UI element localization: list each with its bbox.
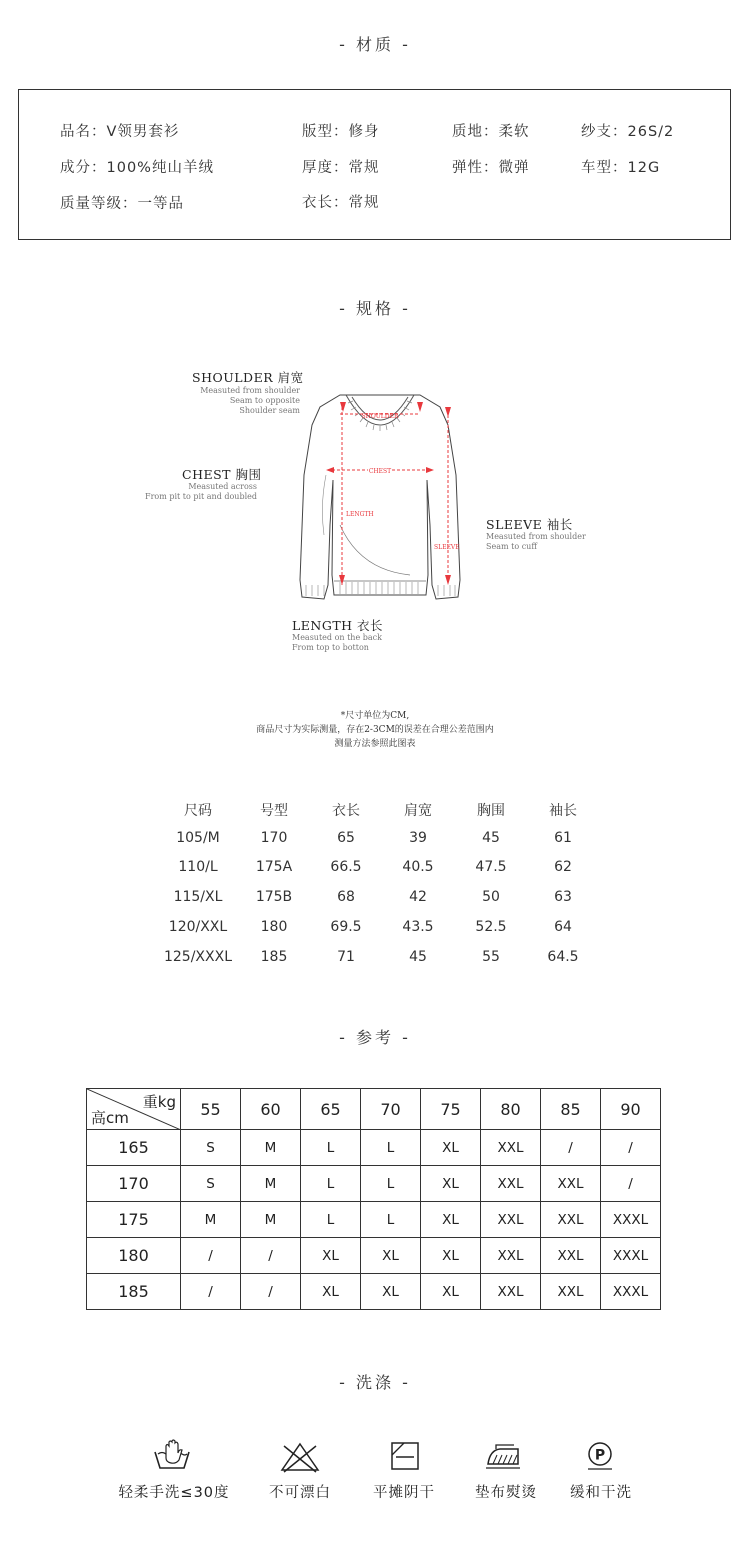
- height-row-header: 185: [87, 1274, 181, 1310]
- diagram-inner-chest-label: CHEST: [368, 468, 392, 475]
- size-table-cell: 64: [554, 919, 572, 935]
- reference-size-cell: XXL: [541, 1238, 601, 1274]
- reference-size-cell: L: [301, 1202, 361, 1238]
- diagram-inner-sleeve-label: SLEEVE: [434, 544, 460, 551]
- reference-size-cell: /: [601, 1166, 661, 1202]
- reference-size-cell: M: [181, 1202, 241, 1238]
- reference-size-cell: XXL: [541, 1166, 601, 1202]
- material-length: 衣长：常规: [302, 195, 380, 211]
- height-axis-label: 高cm: [91, 1109, 129, 1127]
- size-table-cell: 105/M: [176, 830, 220, 846]
- reference-size-cell: XXL: [481, 1274, 541, 1310]
- svg-text:P: P: [594, 1447, 606, 1464]
- size-table-cell: 125/XXXL: [163, 949, 232, 965]
- reference-size-cell: M: [241, 1202, 301, 1238]
- reference-size-cell: XXL: [481, 1166, 541, 1202]
- dry-clean-p-icon: [580, 1440, 620, 1474]
- material-elasticity: 弹性：微弹: [452, 160, 530, 176]
- reference-size-cell: /: [181, 1238, 241, 1274]
- size-table-cell: 175A: [255, 859, 293, 875]
- size-table-cell: 71: [337, 949, 355, 965]
- reference-size-cell: M: [241, 1130, 301, 1166]
- shoulder-callout-desc-1: Measuted from shoulder: [200, 386, 300, 395]
- size-table-cell: 42: [409, 889, 427, 905]
- reference-size-cell: M: [241, 1166, 301, 1202]
- spec-section-title: - 规格 -: [339, 299, 411, 318]
- sweater-diagram: [290, 385, 470, 610]
- weight-header-cell: 60: [241, 1089, 301, 1130]
- reference-size-cell: XL: [361, 1274, 421, 1310]
- diagram-inner-shoulder-label: SHOULDER: [361, 413, 399, 420]
- material-section-title: - 材质 -: [339, 35, 411, 54]
- height-row-header: 180: [87, 1238, 181, 1274]
- care-label-no-bleach: 不可漂白: [269, 1485, 331, 1501]
- reference-size-cell: L: [361, 1202, 421, 1238]
- reference-row: [87, 1238, 661, 1274]
- size-table-header: 尺码: [184, 803, 212, 819]
- reference-size-cell: XXL: [481, 1130, 541, 1166]
- care-label-hand-wash: 轻柔手洗≤30度: [118, 1485, 230, 1501]
- size-note-line-3: 测量方法参照此图表: [334, 739, 416, 749]
- size-table-cell: 65: [337, 830, 355, 846]
- reference-size-cell: /: [181, 1274, 241, 1310]
- size-table-cell: 62: [554, 859, 572, 875]
- height-row-header: 175: [87, 1202, 181, 1238]
- size-note-line-1: *尺寸单位为CM,: [340, 711, 410, 721]
- shoulder-callout-title: SHOULDER 肩宽: [192, 370, 304, 385]
- size-table-cell: 115/XL: [173, 889, 223, 905]
- length-callout-title: LENGTH 衣长: [292, 618, 384, 633]
- sleeve-callout-desc-1: Measuted from shoulder: [486, 532, 586, 541]
- care-section-title: - 洗涤 -: [339, 1373, 411, 1392]
- care-label-dry-flat: 平摊阴干: [373, 1485, 435, 1501]
- reference-size-cell: L: [301, 1166, 361, 1202]
- size-table-cell: 170: [260, 830, 288, 846]
- reference-size-cell: XL: [421, 1238, 481, 1274]
- weight-axis-label: 重kg: [142, 1093, 176, 1111]
- reference-row: [87, 1130, 661, 1166]
- size-table-header: 衣长: [332, 803, 360, 819]
- reference-size-cell: XL: [361, 1238, 421, 1274]
- size-table-cell: 61: [554, 830, 572, 846]
- size-table-cell: 47.5: [475, 859, 507, 875]
- height-row-header: 165: [87, 1130, 181, 1166]
- size-table-cell: 68: [337, 889, 355, 905]
- material-composition: 成分：100%纯山羊绒: [60, 160, 214, 176]
- size-table-cell: 64.5: [547, 949, 579, 965]
- reference-corner-cell: [87, 1089, 181, 1130]
- size-table-header: 胸围: [477, 803, 505, 819]
- size-table-cell: 185: [260, 949, 288, 965]
- reference-size-cell: L: [301, 1130, 361, 1166]
- material-yarn-count: 纱支：26S/2: [581, 124, 675, 140]
- reference-header-row: [87, 1089, 661, 1130]
- size-table-header: 肩宽: [404, 803, 432, 819]
- weight-header-cell: 75: [421, 1089, 481, 1130]
- reference-size-cell: XXXL: [601, 1202, 661, 1238]
- reference-row: [87, 1274, 661, 1310]
- size-table-cell: 52.5: [475, 919, 507, 935]
- size-table-cell: 50: [482, 889, 500, 905]
- size-table-cell: 66.5: [330, 859, 362, 875]
- size-table-cell: 69.5: [330, 919, 362, 935]
- reference-size-cell: XL: [301, 1274, 361, 1310]
- material-grade: 质量等级：一等品: [60, 196, 184, 212]
- weight-header-cell: 85: [541, 1089, 601, 1130]
- weight-header-cell: 90: [601, 1089, 661, 1130]
- care-label-dry-clean: 缓和干洗: [570, 1485, 632, 1501]
- weight-header-cell: 55: [181, 1089, 241, 1130]
- size-table-cell: 175B: [255, 889, 293, 905]
- sleeve-callout-title: SLEEVE 袖长: [486, 517, 573, 532]
- reference-size-cell: S: [181, 1130, 241, 1166]
- length-callout-desc-1: Measuted on the back: [292, 633, 382, 642]
- material-thickness: 厚度：常规: [302, 160, 380, 176]
- size-table-header: 袖长: [549, 803, 577, 819]
- size-table-cell: 43.5: [402, 919, 434, 935]
- size-table-cell: 55: [482, 949, 500, 965]
- size-table-cell: 180: [260, 919, 288, 935]
- size-table-header: 号型: [260, 803, 288, 819]
- chest-callout-title: CHEST 胸围: [182, 467, 262, 482]
- reference-size-cell: L: [361, 1130, 421, 1166]
- reference-size-cell: /: [241, 1274, 301, 1310]
- iron-with-cloth-icon: [484, 1440, 524, 1474]
- no-bleach-icon: [280, 1440, 320, 1474]
- weight-header-cell: 65: [301, 1089, 361, 1130]
- material-texture: 质地：柔软: [452, 124, 530, 140]
- reference-size-cell: S: [181, 1166, 241, 1202]
- height-row-header: 170: [87, 1166, 181, 1202]
- size-table-cell: 45: [482, 830, 500, 846]
- size-table-cell: 63: [554, 889, 572, 905]
- material-info-box: [18, 89, 731, 240]
- weight-header-cell: 70: [361, 1089, 421, 1130]
- reference-row: [87, 1202, 661, 1238]
- reference-size-cell: XL: [421, 1274, 481, 1310]
- material-gauge: 车型：12G: [581, 160, 661, 176]
- reference-size-cell: XL: [301, 1238, 361, 1274]
- reference-size-cell: L: [361, 1166, 421, 1202]
- chest-callout-desc-1: Measuted across: [188, 482, 257, 491]
- reference-size-cell: /: [541, 1130, 601, 1166]
- reference-size-cell: XL: [421, 1202, 481, 1238]
- reference-row: [87, 1166, 661, 1202]
- chest-callout-desc-2: From pit to pit and doubled: [145, 492, 257, 501]
- size-table-cell: 45: [409, 949, 427, 965]
- reference-size-cell: XXXL: [601, 1274, 661, 1310]
- material-fit: 版型：修身: [302, 124, 380, 140]
- reference-size-cell: XXL: [481, 1202, 541, 1238]
- size-reference-table: [86, 1088, 661, 1310]
- reference-size-cell: XL: [421, 1130, 481, 1166]
- dry-flat-shade-icon: [385, 1439, 425, 1473]
- diagram-inner-length-label: LENGTH: [346, 511, 374, 518]
- reference-size-cell: /: [601, 1130, 661, 1166]
- length-callout-desc-2: From top to botton: [292, 643, 369, 652]
- reference-size-cell: XXL: [541, 1202, 601, 1238]
- weight-header-cell: 80: [481, 1089, 541, 1130]
- size-table-cell: 39: [409, 830, 427, 846]
- sleeve-callout-desc-2: Seam to cuff: [486, 542, 538, 551]
- hand-wash-icon: [152, 1438, 192, 1472]
- reference-size-cell: XL: [421, 1166, 481, 1202]
- care-label-iron: 垫布熨烫: [475, 1485, 537, 1501]
- material-product-name: 品名：V领男套衫: [60, 124, 180, 140]
- reference-size-cell: XXXL: [601, 1238, 661, 1274]
- reference-size-cell: XXL: [541, 1274, 601, 1310]
- reference-size-cell: XXL: [481, 1238, 541, 1274]
- size-table-cell: 110/L: [178, 859, 218, 875]
- size-note-line-2: 商品尺寸为实际测量，存在2-3CM的误差在合理公差范围内: [256, 725, 494, 735]
- shoulder-callout-desc-2: Seam to opposite: [229, 396, 300, 405]
- reference-size-cell: /: [241, 1238, 301, 1274]
- size-table-cell: 40.5: [402, 859, 434, 875]
- size-table-cell: 120/XXL: [168, 919, 228, 935]
- shoulder-callout-desc-3: Shoulder seam: [239, 406, 300, 415]
- reference-section-title: - 参考 -: [339, 1028, 411, 1047]
